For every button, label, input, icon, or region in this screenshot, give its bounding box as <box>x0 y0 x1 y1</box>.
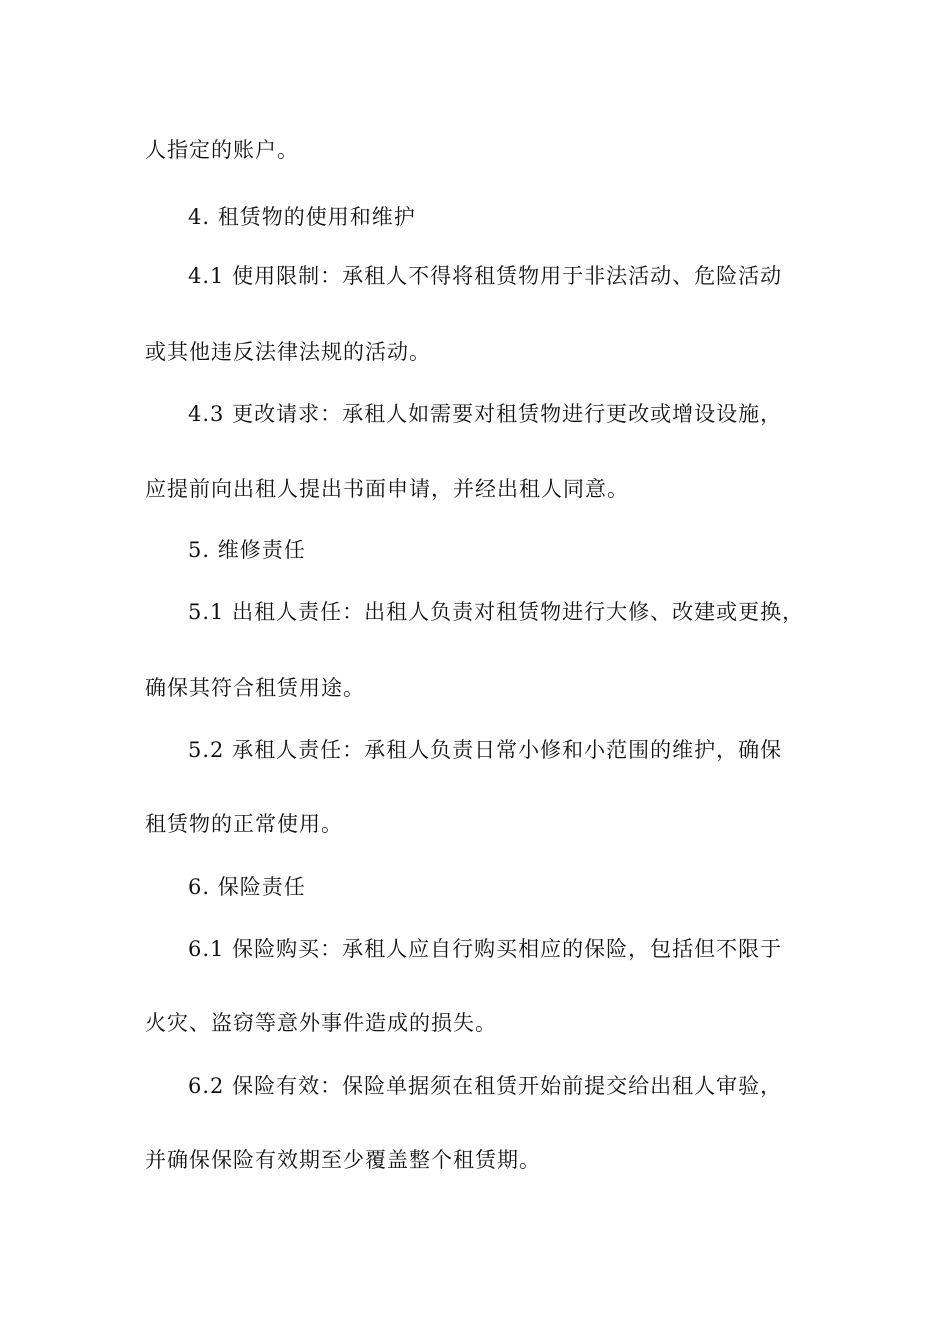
section-heading-6: 6. 保险责任 <box>188 875 306 899</box>
clause-5-2-continuation: 租赁物的正常使用。 <box>145 812 343 836</box>
clause-4-3-continuation: 应提前向出租人提出书面申请，并经出租人同意。 <box>145 477 629 501</box>
clause-5-1: 5.1 出租人责任：出租人负责对租赁物进行大修、改建或更换， <box>188 600 805 624</box>
clause-5-1-continuation: 确保其符合租赁用途。 <box>145 676 365 700</box>
clause-6-2-continuation: 并确保保险有效期至少覆盖整个租赁期。 <box>145 1148 541 1172</box>
clause-6-1-continuation: 火灾、盗窃等意外事件造成的损失。 <box>145 1011 497 1035</box>
section-heading-5: 5. 维修责任 <box>188 538 306 562</box>
clause-4-3: 4.3 更改请求：承租人如需要对租赁物进行更改或增设设施， <box>188 402 783 426</box>
clause-6-1: 6.1 保险购买：承租人应自行购买相应的保险，包括但不限于 <box>188 937 783 961</box>
clause-6-2: 6.2 保险有效：保险单据须在租赁开始前提交给出租人审验， <box>188 1074 783 1098</box>
clause-4-1-continuation: 或其他违反法律法规的活动。 <box>145 340 431 364</box>
clause-5-2: 5.2 承租人责任：承租人负责日常小修和小范围的维护，确保 <box>188 738 783 762</box>
clause-4-1: 4.1 使用限制：承租人不得将租赁物用于非法活动、危险活动 <box>188 264 783 288</box>
text-line-continuation: 人指定的账户。 <box>145 138 299 162</box>
section-heading-4: 4. 租赁物的使用和维护 <box>188 205 416 229</box>
